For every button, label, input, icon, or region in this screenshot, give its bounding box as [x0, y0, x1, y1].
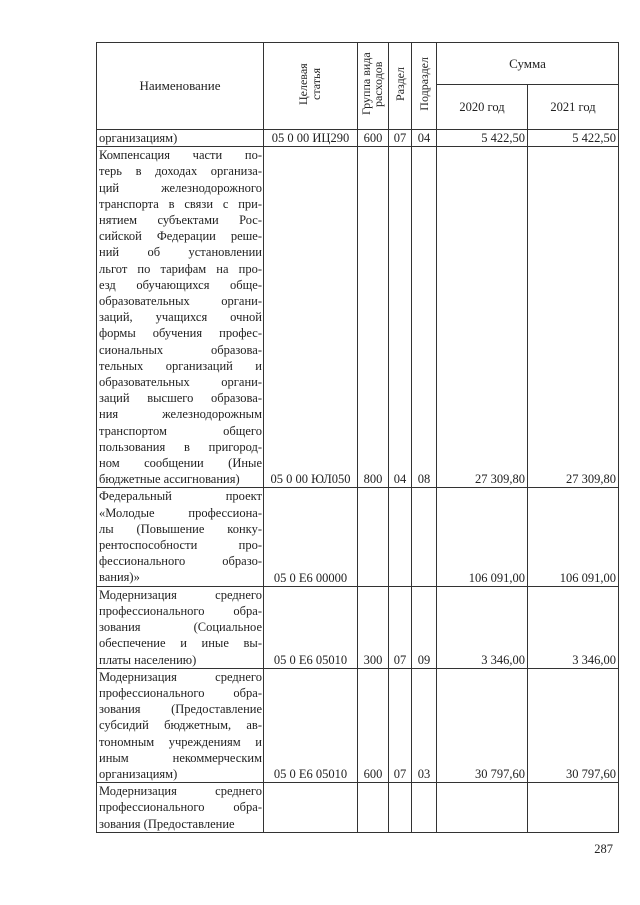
- row-name-line: транспортом общего: [99, 423, 262, 438]
- header-year-2021: 2021 год: [528, 85, 619, 130]
- row-name: [97, 130, 264, 147]
- row-sum-2021: 5 422,50: [528, 130, 619, 147]
- header-group: Группа вида расходов: [359, 52, 385, 116]
- row-subsection: 03: [412, 668, 437, 782]
- row-sum-2020: 27 309,80: [437, 147, 528, 488]
- table-row: [97, 586, 619, 668]
- row-name-line: Федеральный проект: [99, 489, 262, 504]
- row-subsection: 08: [412, 147, 437, 488]
- header-subsection: Подраздел: [417, 57, 431, 111]
- row-name-line: Компенсация части по-: [99, 148, 262, 163]
- row-name-line: зования (Предоставление: [99, 702, 262, 717]
- row-name-line: сиональных образова-: [99, 342, 262, 357]
- row-subsection: [412, 488, 437, 586]
- row-group: 800: [358, 147, 389, 488]
- row-name-line: организациям): [99, 766, 178, 781]
- row-name: [97, 147, 264, 488]
- budget-table-wrapper: [96, 42, 618, 833]
- row-group: 300: [358, 586, 389, 668]
- header-name: Наименование: [97, 43, 264, 130]
- header-subsection-cell: [412, 43, 437, 130]
- row-group: [358, 783, 389, 833]
- row-sum-2020: 30 797,60: [437, 668, 528, 782]
- header-target-cell: [264, 43, 358, 130]
- row-name-line: профессионального обра-: [99, 603, 262, 618]
- row-name-line: вания)»: [99, 570, 140, 585]
- row-sum-2020: [437, 783, 528, 833]
- row-name-line: тономным учреждениям и: [99, 734, 262, 749]
- row-subsection: [412, 783, 437, 833]
- table-row: [97, 130, 619, 147]
- row-name-line: езд обучающихся обще-: [99, 277, 262, 292]
- row-name-line: нятием субъектами Рос-: [99, 213, 262, 228]
- row-name-line: образовательных органи-: [99, 375, 262, 390]
- row-group: 600: [358, 130, 389, 147]
- row-name-line: платы населению): [99, 652, 197, 667]
- row-name-line: заций, учащихся очной: [99, 310, 262, 325]
- row-name-line: тельных организаций и: [99, 358, 262, 373]
- row-sum-2020: 106 091,00: [437, 488, 528, 586]
- header-group-cell: [358, 43, 389, 130]
- row-sum-2021: 27 309,80: [528, 147, 619, 488]
- row-group: [358, 488, 389, 586]
- row-target-code: 05 0 Е6 00000: [264, 488, 358, 586]
- row-name-line: сийской Федерации реше-: [99, 229, 262, 244]
- row-name-line: зования (Социальное: [99, 620, 262, 635]
- row-name-line: образовательных органи-: [99, 294, 262, 309]
- row-name-line: заций высшего образова-: [99, 391, 262, 406]
- row-name-line: рентоспособности про-: [99, 538, 262, 553]
- table-row: [97, 783, 619, 833]
- row-name-line: транспорта в связи с при-: [99, 196, 262, 211]
- row-name-line: лы (Повышение конку-: [99, 521, 262, 536]
- row-name-line: обеспечение и иные вы-: [99, 636, 262, 651]
- row-name-line: ций железнодорожного: [99, 180, 262, 195]
- row-name: [97, 488, 264, 586]
- header-section-cell: [389, 43, 412, 130]
- row-name-line: пользования в пригород-: [99, 439, 262, 454]
- row-sum-2020: 3 346,00: [437, 586, 528, 668]
- row-sum-2020: 5 422,50: [437, 130, 528, 147]
- row-target-code: 05 0 Е6 05010: [264, 668, 358, 782]
- row-name-line: формы обучения профес-: [99, 326, 262, 341]
- header-target: Целевая статья: [295, 63, 323, 105]
- row-name-line: Модернизация среднего: [99, 784, 262, 799]
- header-year-2020: 2020 год: [437, 85, 528, 130]
- header-row: [97, 43, 619, 85]
- table-row: [97, 488, 619, 586]
- row-section: 07: [389, 130, 412, 147]
- row-name-line: льгот по тарифам на про-: [99, 261, 262, 276]
- row-name-line: Модернизация среднего: [99, 587, 262, 602]
- budget-table: [96, 42, 619, 833]
- table-row: [97, 668, 619, 782]
- row-name-line: Модернизация среднего: [99, 669, 262, 684]
- row-name-line: терь в доходах организа-: [99, 164, 262, 179]
- row-section: 07: [389, 668, 412, 782]
- row-sum-2021: 30 797,60: [528, 668, 619, 782]
- row-target-code: 05 0 00 ЮЛ050: [264, 147, 358, 488]
- row-section: 04: [389, 147, 412, 488]
- row-sum-2021: 3 346,00: [528, 586, 619, 668]
- row-name-line: зования (Предоставление: [99, 816, 235, 831]
- row-name-line: субсидий бюджетным, ав-: [99, 718, 262, 733]
- row-group: 600: [358, 668, 389, 782]
- page-number: 287: [594, 842, 613, 856]
- row-subsection: 04: [412, 130, 437, 147]
- row-name-line: ний об установлении: [99, 245, 262, 260]
- row-target-code: 05 0 00 ИЦ290: [264, 130, 358, 147]
- row-sum-2021: 106 091,00: [528, 488, 619, 586]
- row-name-line: «Молодые профессиона-: [99, 505, 262, 520]
- row-section: [389, 488, 412, 586]
- table-row: [97, 147, 619, 488]
- row-name: [97, 783, 264, 833]
- row-name-line: ния железнодорожным: [99, 407, 262, 422]
- row-name: [97, 668, 264, 782]
- row-name-line: фессионального образо-: [99, 554, 262, 569]
- row-section: 07: [389, 586, 412, 668]
- header-sum: Сумма: [437, 43, 619, 85]
- row-name-line: профессионального обра-: [99, 685, 262, 700]
- row-section: [389, 783, 412, 833]
- table-body: [97, 130, 619, 833]
- row-target-code: [264, 783, 358, 833]
- row-name-line: профессионального обра-: [99, 800, 262, 815]
- row-name-line: ном сообщении (Иные: [99, 456, 262, 471]
- header-section: Раздел: [393, 67, 407, 101]
- row-name: [97, 586, 264, 668]
- row-name-line: бюджетные ассигнования): [99, 472, 240, 487]
- row-target-code: 05 0 Е6 05010: [264, 586, 358, 668]
- row-name-line: организациям): [99, 131, 178, 145]
- row-sum-2021: [528, 783, 619, 833]
- row-name-line: иным некоммерческим: [99, 750, 262, 765]
- row-subsection: 09: [412, 586, 437, 668]
